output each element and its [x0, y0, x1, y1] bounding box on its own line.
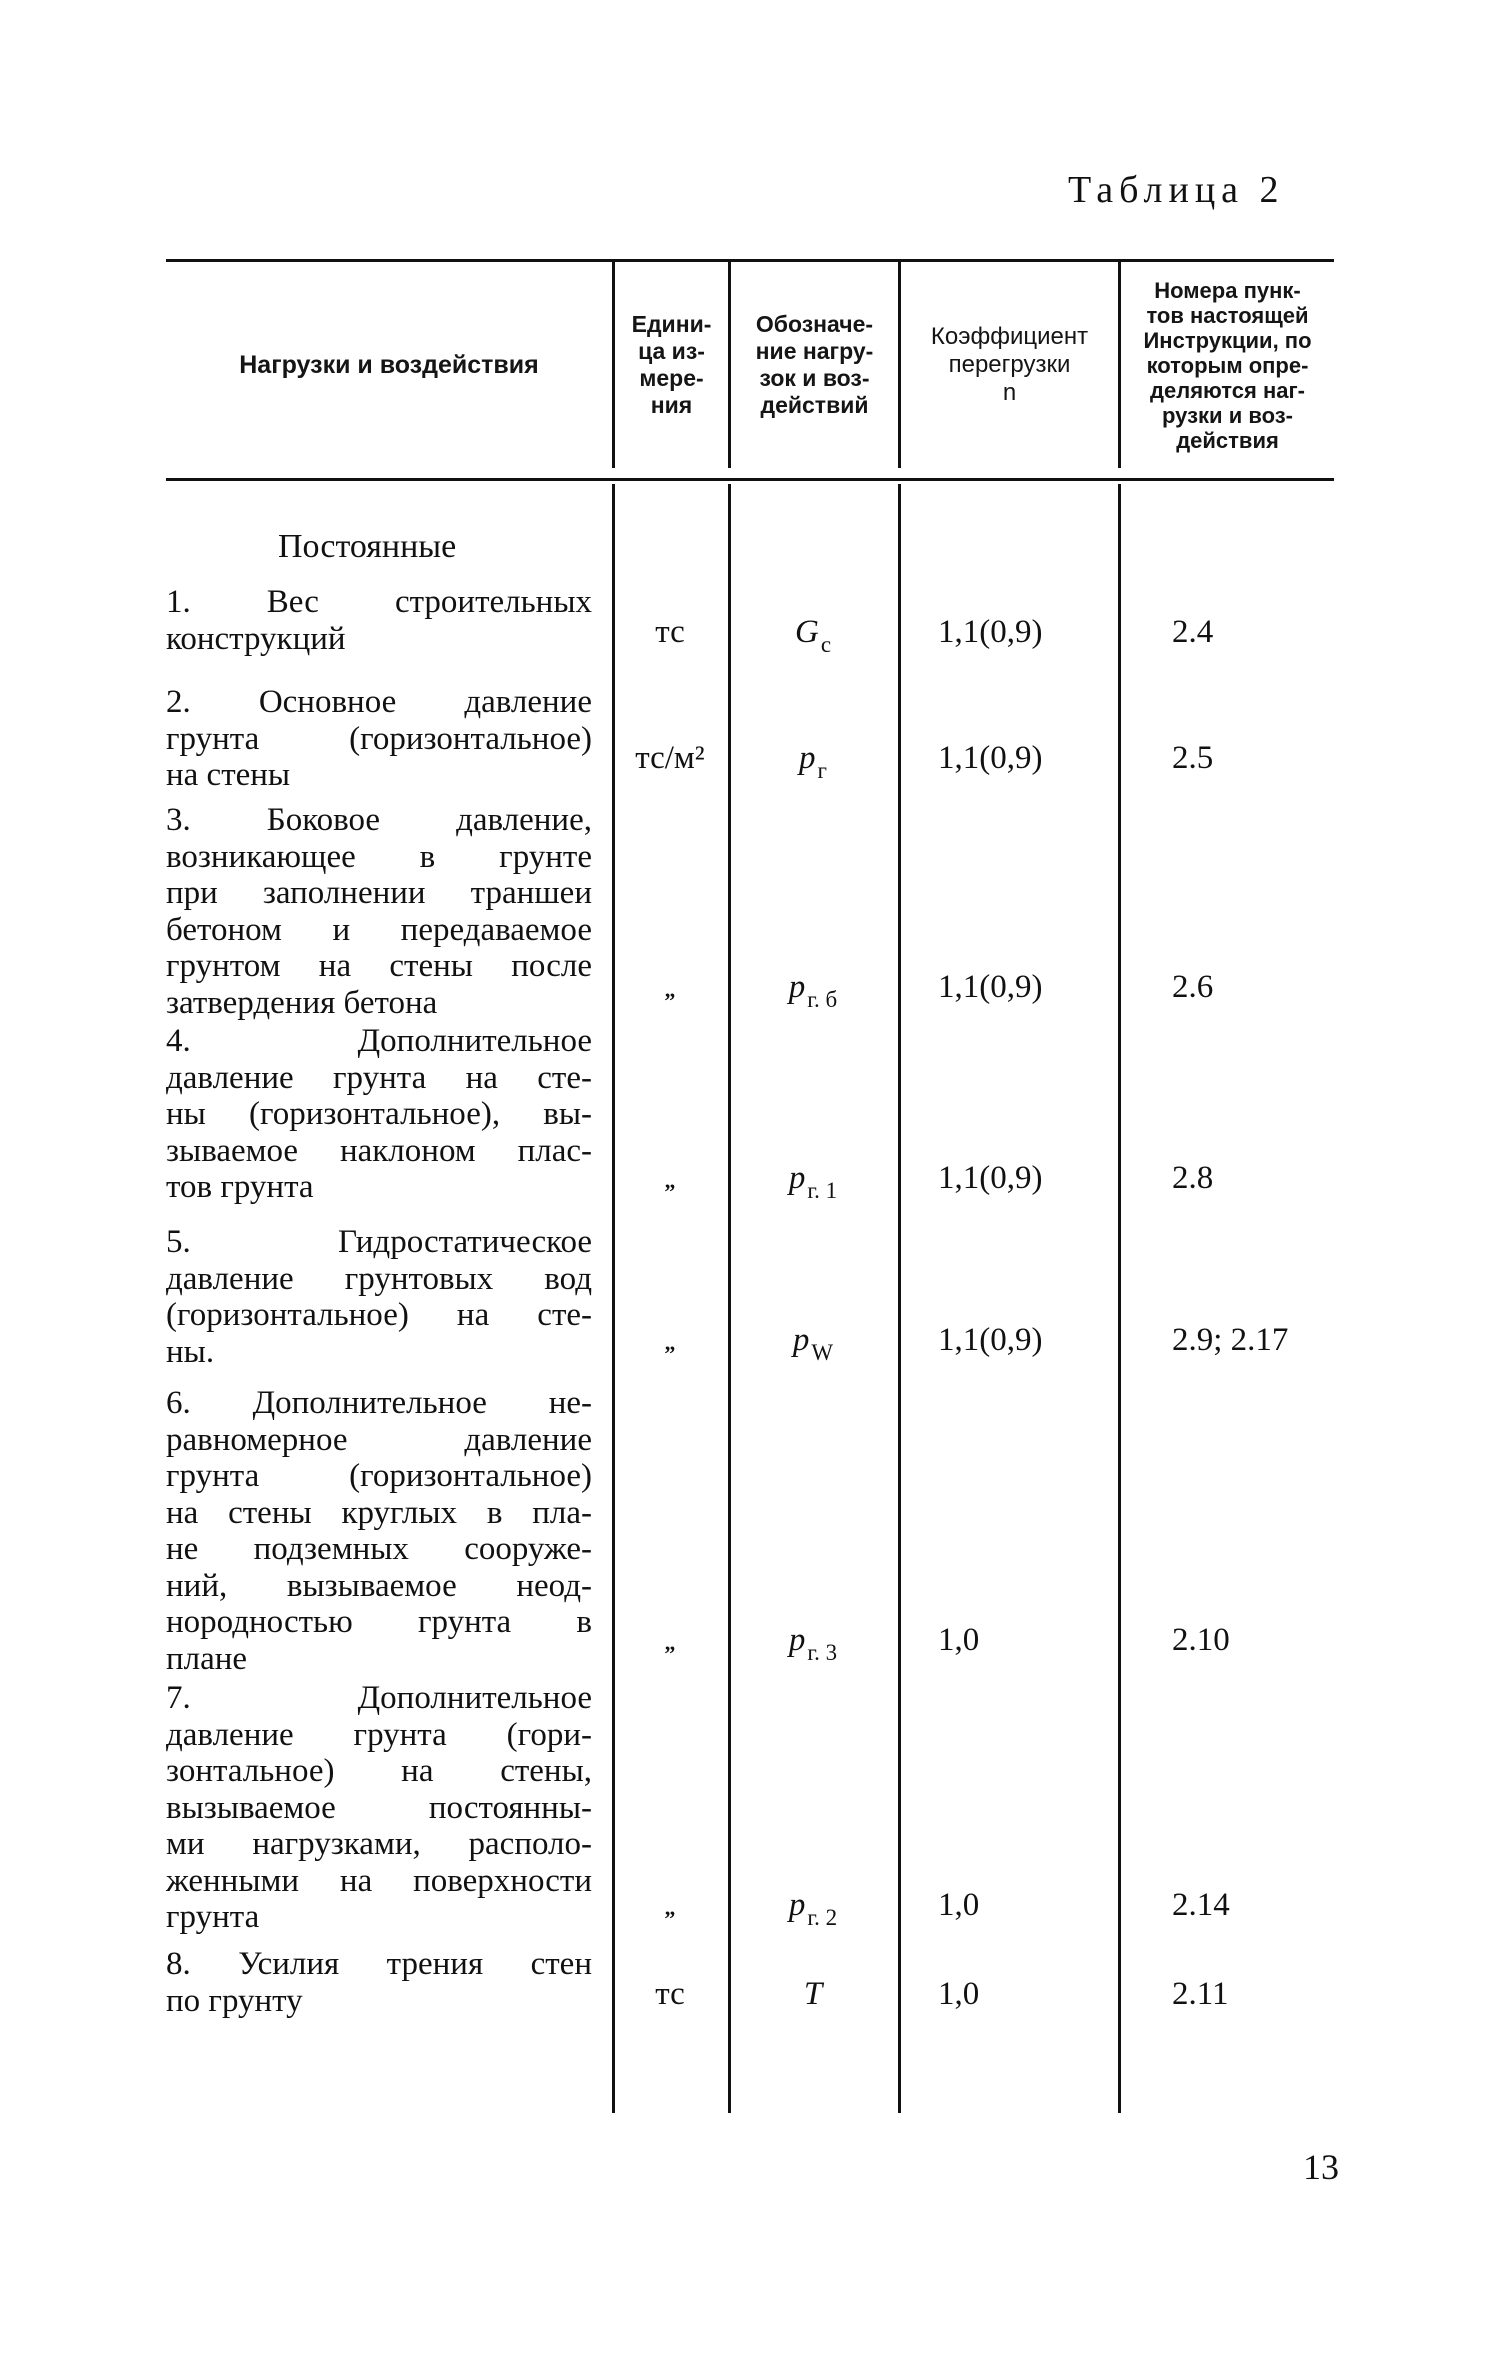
- column-divider: [1118, 484, 1121, 2113]
- description-line: плане: [166, 1640, 248, 1677]
- coefficient-cell: 1,1(0,9): [938, 1322, 1043, 1358]
- description-line: не подземных сооруже-: [166, 1531, 592, 1567]
- description-line: 2. Основное давление: [166, 684, 592, 720]
- coefficient-cell: 1,1(0,9): [938, 740, 1043, 776]
- symbol-cell: [728, 1622, 898, 1665]
- symbol-main: p: [788, 1160, 806, 1196]
- clause-cell: 2.4: [1172, 614, 1214, 650]
- description-line: грунта: [166, 1899, 260, 1935]
- row-description: [166, 1023, 592, 1206]
- description-line: ны (горизонтальное), вы-: [166, 1096, 592, 1132]
- description-line: на стены круглых в пла-: [166, 1494, 592, 1531]
- unit-cell: тс: [655, 614, 685, 650]
- symbol-main: p: [799, 740, 816, 776]
- clause-cell: 2.11: [1172, 1976, 1229, 2012]
- unit-cell: „: [664, 1630, 676, 1655]
- header-loads: Нагрузки и воздействия: [239, 350, 539, 379]
- description-line: на стены: [166, 757, 291, 793]
- symbol-subscript: г. 3: [807, 1640, 838, 1665]
- symbol-subscript: с: [820, 632, 832, 657]
- description-line: ны.: [166, 1333, 215, 1370]
- description-line: 6. Дополнительное не-: [166, 1385, 592, 1421]
- symbol-main: T: [803, 1976, 823, 2012]
- header-clauses: Номера пунк- тов настоящей Инструкции, по которым опре- деляются наг- рузки и воз- действия: [1143, 277, 1312, 453]
- row-description: [166, 1946, 592, 2019]
- symbol-cell: [728, 740, 898, 783]
- description-line: при заполнении траншеи: [166, 875, 592, 911]
- coefficient-cell: 1,0: [938, 1976, 980, 2012]
- description-line: давление грунта на сте-: [166, 1059, 592, 1096]
- symbol-main: p: [792, 1322, 810, 1358]
- description-line: 5. Гидростатическое: [166, 1224, 592, 1260]
- unit-cell: „: [664, 1330, 676, 1355]
- description-line: ний, вызываемое неод-: [166, 1567, 592, 1604]
- symbol-subscript: г: [817, 758, 827, 783]
- header-coefficient: Коэффициент перегрузки n: [930, 323, 1089, 406]
- table-title: Таблица 2: [1068, 169, 1285, 211]
- description-line: вызываемое постоянны-: [166, 1789, 592, 1826]
- header-unit: Едини- ца из- мере- ния: [631, 311, 712, 418]
- description-line: конструкций: [166, 620, 346, 657]
- coefficient-cell: 1,1(0,9): [938, 1160, 1043, 1196]
- symbol-subscript: г. 2: [807, 1905, 838, 1930]
- symbol-cell: [728, 1887, 898, 1930]
- unit-cell: тс/м²: [635, 740, 705, 776]
- unit-cell: „: [664, 1895, 676, 1920]
- column-divider: [612, 484, 615, 2113]
- description-line: затвердения бетона: [166, 984, 438, 1021]
- symbol-subscript: г. 1: [807, 1178, 838, 1203]
- description-line: грунта (горизонтальное): [166, 720, 592, 757]
- clause-cell: 2.14: [1172, 1887, 1230, 1923]
- clause-cell: 2.9; 2.17: [1172, 1322, 1289, 1358]
- symbol-cell: [728, 969, 898, 1012]
- header-symbol: Обозначе- ние нагру- зок и воз- действий: [755, 311, 874, 418]
- description-line: 3. Боковое давление,: [166, 802, 592, 838]
- column-divider: [728, 484, 731, 2113]
- symbol-main: p: [788, 1887, 806, 1923]
- column-divider: [898, 484, 901, 2113]
- description-line: равномерное давление: [166, 1421, 592, 1458]
- row-description: [166, 1680, 592, 1936]
- description-line: давление грунтовых вод: [166, 1260, 592, 1297]
- description-line: тов грунта: [166, 1169, 314, 1205]
- description-line: грунтом на стены после: [166, 948, 592, 984]
- coefficient-cell: 1,1(0,9): [938, 614, 1043, 650]
- description-line: зонтальное) на стены,: [166, 1753, 592, 1789]
- symbol-main: p: [788, 969, 806, 1005]
- symbol-cell: [728, 614, 898, 657]
- row-description: [166, 1224, 592, 1370]
- coefficient-cell: 1,0: [938, 1622, 980, 1658]
- description-line: возникающее в грунте: [166, 838, 592, 875]
- description-line: давление грунта (гори-: [166, 1716, 592, 1753]
- description-line: 4. Дополнительное: [166, 1023, 592, 1059]
- description-line: женными на поверхности: [166, 1862, 592, 1899]
- description-line: зываемое наклоном плас-: [166, 1132, 592, 1169]
- row-description: [166, 802, 592, 1021]
- symbol-cell: [728, 1976, 898, 2013]
- unit-cell: „: [664, 1168, 676, 1193]
- description-line: 1. Вес строительных: [166, 584, 592, 620]
- clause-cell: 2.8: [1172, 1160, 1214, 1196]
- clause-cell: 2.6: [1172, 969, 1214, 1005]
- description-line: (горизонтальное) на сте-: [166, 1297, 592, 1333]
- symbol-subscript: W: [811, 1340, 834, 1365]
- row-description: [166, 584, 592, 657]
- coefficient-cell: 1,1(0,9): [938, 969, 1043, 1005]
- clause-cell: 2.10: [1172, 1622, 1230, 1658]
- description-line: бетоном и передаваемое: [166, 911, 592, 948]
- symbol-subscript: г. б: [807, 987, 838, 1012]
- clause-cell: 2.5: [1172, 740, 1214, 776]
- symbol-cell: [728, 1322, 898, 1365]
- section-heading: Постоянные: [278, 528, 457, 565]
- row-description: [166, 684, 592, 794]
- symbol-main: G: [794, 614, 819, 650]
- description-line: 7. Дополнительное: [166, 1680, 592, 1716]
- description-line: 8. Усилия трения стен: [166, 1946, 592, 1982]
- description-line: по грунту: [166, 1982, 303, 2019]
- page-number: 13: [1303, 2147, 1339, 2187]
- symbol-cell: [728, 1160, 898, 1203]
- description-line: грунта (горизонтальное): [166, 1458, 592, 1494]
- row-description: [166, 1385, 592, 1677]
- unit-cell: „: [664, 977, 676, 1002]
- description-line: ми нагрузками, располо-: [166, 1826, 592, 1862]
- description-line: нородностью грунта в: [166, 1604, 592, 1640]
- coefficient-cell: 1,0: [938, 1887, 980, 1923]
- symbol-main: p: [788, 1622, 806, 1658]
- header-bottom-rule: [166, 478, 1334, 481]
- unit-cell: тс: [655, 1976, 685, 2012]
